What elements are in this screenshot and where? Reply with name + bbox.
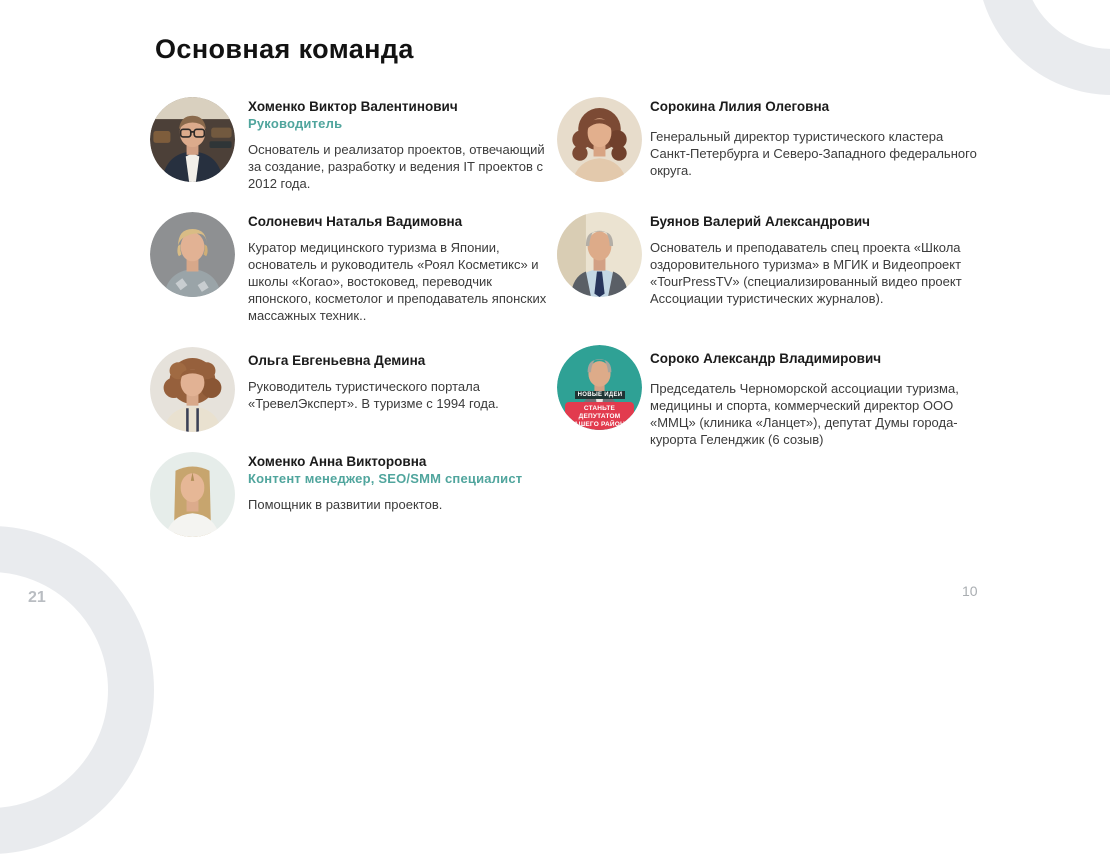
decorative-ring-top-right [977, 0, 1110, 95]
member-role: Руководитель [248, 116, 343, 131]
member-role: Контент менеджер, SEO/SMM специалист [248, 471, 523, 486]
member-description: Основатель и реализатор проектов, отвечающий за создание, разработку и ведения IT проектов с 2012 года. [248, 142, 545, 191]
campaign-banner-line2: ВАШЕГО РАЙОНА [569, 421, 630, 428]
campaign-banner-top-label: НОВЫЕ ИДЕИ [575, 391, 625, 399]
page-title: Основная команда [155, 34, 414, 64]
member-name: Хоменко Виктор Валентинович [248, 99, 458, 114]
member-description: Руководитель туристического портала «ТревелЭксперт». В туризме с 1994 года. [248, 379, 499, 411]
member-name: Ольга Евгеньевна Демина [248, 353, 426, 368]
campaign-banner-line1: СТАНЬТЕ ДЕПУТАТОМ [578, 405, 621, 420]
avatar [557, 97, 642, 182]
avatar [557, 212, 642, 297]
portrait-man-glasses-icon [150, 97, 235, 182]
portrait-woman-curly-hair-icon [150, 347, 235, 432]
portrait-man-suit-campaign-icon [557, 345, 642, 430]
member-name: Сороко Александр Владимирович [650, 351, 882, 366]
decorative-ring-bottom-left [0, 526, 154, 854]
slide-number-right: 10 [962, 583, 978, 599]
avatar [150, 212, 235, 297]
member-name: Буянов Валерий Александрович [650, 214, 871, 229]
avatar [557, 345, 642, 430]
member-description: Генеральный директор туристического кластера Санкт-Петербурга и Северо-Западного федерального округа. [650, 129, 977, 178]
member-description: Куратор медицинского туризма в Японии, основатель и руководитель «Роял Косметикс» и школы «Когао», востоковед, переводчик японского, косметолог и преподаватель японских массажных техник.. [248, 240, 547, 323]
member-name: Сорокина Лилия Олеговна [650, 99, 830, 114]
member-description: Помощник в развитии проектов. [248, 497, 443, 512]
avatar [150, 347, 235, 432]
portrait-woman-curly-hair-icon [557, 97, 642, 182]
slide-number-left: 21 [28, 589, 46, 606]
member-description: Основатель и преподаватель спец проекта «Школа оздоровительного туризма» в МГИК и Видеопроект «TourPressTV» (специализированный видео проект Ассоциации туристических журналов). [650, 240, 962, 306]
member-name: Солоневич Наталья Вадимовна [248, 214, 463, 229]
avatar [150, 97, 235, 182]
portrait-man-gray-hair-tie-icon [557, 212, 642, 297]
avatar [150, 452, 235, 537]
portrait-young-woman-blonde-icon [150, 452, 235, 537]
member-description: Председатель Черноморской ассоциации туризма, медицины и спорта, коммерческий директор ООО «ММЦ» (клиника «Ланцет»), депутат Думы города-курорта Геленджик (6 созыв) [650, 381, 959, 447]
member-name: Хоменко Анна Викторовна [248, 454, 427, 469]
portrait-woman-blonde-icon [150, 212, 235, 297]
